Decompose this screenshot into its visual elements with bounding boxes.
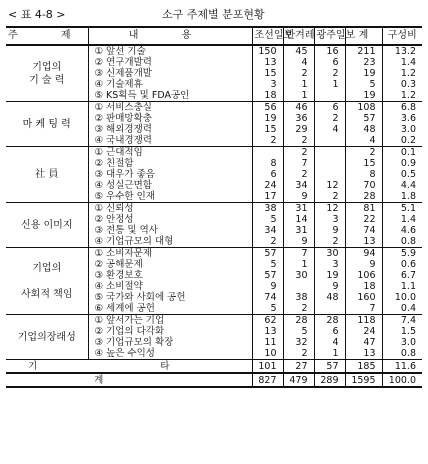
value-cell: 0.4 <box>382 303 422 315</box>
value-cell: 100.0 <box>382 373 422 387</box>
value-cell <box>314 90 345 102</box>
value-cell <box>314 303 345 315</box>
item-cell: ② 안정성 <box>88 214 252 225</box>
value-cell: 5 <box>252 259 283 270</box>
value-cell: 56 <box>252 102 283 114</box>
value-cell: 1.4 <box>382 57 422 68</box>
value-cell <box>252 147 283 159</box>
value-cell: 19 <box>345 90 382 102</box>
value-cell: 22 <box>345 214 382 225</box>
header-cell: 한겨레 <box>283 27 314 45</box>
value-cell: 2 <box>283 147 314 159</box>
value-cell: 15 <box>252 68 283 79</box>
value-cell: 0.6 <box>382 259 422 270</box>
value-cell: 74 <box>252 292 283 303</box>
value-cell: 6 <box>314 102 345 114</box>
value-cell <box>283 281 314 292</box>
value-cell: 6.8 <box>382 102 422 114</box>
value-cell: 185 <box>345 360 382 374</box>
item-cell: ② 연구개발력 <box>88 57 252 68</box>
value-cell: 6.7 <box>382 270 422 281</box>
value-cell: 9 <box>314 281 345 292</box>
value-cell: 28 <box>345 191 382 203</box>
value-cell: 0.3 <box>382 79 422 90</box>
value-cell: 0.8 <box>382 236 422 248</box>
value-cell: 9 <box>283 236 314 248</box>
value-cell: 48 <box>345 124 382 135</box>
table-row <box>6 315 422 327</box>
value-cell: 19 <box>345 68 382 79</box>
total-row <box>6 373 422 387</box>
value-cell: 0.8 <box>382 348 422 360</box>
value-cell: 31 <box>283 203 314 215</box>
value-cell: 827 <box>252 373 283 387</box>
category-cell: 기업의 사회적 책임 <box>6 248 88 315</box>
value-cell: 11.6 <box>382 360 422 374</box>
value-cell: 1.4 <box>382 214 422 225</box>
value-cell: 2 <box>314 191 345 203</box>
value-cell: 0.9 <box>382 158 422 169</box>
table-label: < 표 4-8 > <box>8 8 66 21</box>
value-cell: 10 <box>252 348 283 360</box>
item-cell: ④ 국내경쟁력 <box>88 135 252 147</box>
item-cell: ② 기업의 다각화 <box>88 326 252 337</box>
value-cell: 15 <box>252 124 283 135</box>
item-cell: ① 근대적임 <box>88 147 252 159</box>
value-cell: 7 <box>283 158 314 169</box>
value-cell: 2 <box>283 303 314 315</box>
value-cell: 6 <box>314 326 345 337</box>
header-cell: 조선일보 <box>252 27 283 45</box>
value-cell: 30 <box>283 270 314 281</box>
value-cell: 10.0 <box>382 292 422 303</box>
item-cell: ③ 신제품개발 <box>88 68 252 79</box>
category-cell: 기업의 기 술 력 <box>6 45 88 102</box>
item-cell: ③ 환경보호 <box>88 270 252 281</box>
value-cell: 27 <box>283 360 314 374</box>
other-row-label: 기 타 <box>6 360 252 374</box>
value-cell: 0.1 <box>382 147 422 159</box>
value-cell <box>314 147 345 159</box>
table-row <box>6 203 422 215</box>
value-cell: 13 <box>252 57 283 68</box>
table-row <box>6 147 422 159</box>
category-cell: 마 케 팅 력 <box>6 102 88 147</box>
value-cell: 9 <box>314 225 345 236</box>
item-cell: ④ 성실근면함 <box>88 180 252 191</box>
header-cell: 주 제 <box>6 27 88 45</box>
item-cell: ② 판매망확충 <box>88 113 252 124</box>
value-cell: 6 <box>314 57 345 68</box>
table-row <box>6 102 422 114</box>
value-cell: 9 <box>345 259 382 270</box>
value-cell: 5 <box>345 79 382 90</box>
value-cell: 3 <box>314 214 345 225</box>
value-cell: 11 <box>252 337 283 348</box>
value-cell: 23 <box>345 57 382 68</box>
value-cell: 5 <box>252 214 283 225</box>
item-cell: ② 공해문제 <box>88 259 252 270</box>
value-cell: 0.5 <box>382 169 422 180</box>
value-cell: 34 <box>252 225 283 236</box>
value-cell: 13 <box>345 236 382 248</box>
value-cell: 18 <box>252 90 283 102</box>
value-cell: 13 <box>345 348 382 360</box>
value-cell: 8 <box>345 169 382 180</box>
category-cell: 社 員 <box>6 147 88 203</box>
value-cell: 46 <box>283 102 314 114</box>
value-cell: 6 <box>252 169 283 180</box>
value-cell: 7 <box>345 303 382 315</box>
value-cell: 4 <box>314 337 345 348</box>
item-cell: ③ 기업규모의 확장 <box>88 337 252 348</box>
value-cell: 2 <box>283 68 314 79</box>
value-cell: 3.0 <box>382 337 422 348</box>
value-cell: 160 <box>345 292 382 303</box>
value-cell: 57 <box>252 270 283 281</box>
category-cell: 기업의장래성 <box>6 315 88 360</box>
value-cell <box>314 158 345 169</box>
value-cell: 106 <box>345 270 382 281</box>
item-cell: ① 서비스충실 <box>88 102 252 114</box>
value-cell: 9 <box>252 281 283 292</box>
header-cell: 내 용 <box>88 27 252 45</box>
value-cell: 2 <box>283 169 314 180</box>
item-cell: ⑥ 세계에 공헌 <box>88 303 252 315</box>
value-cell: 2 <box>345 147 382 159</box>
value-cell: 13.2 <box>382 45 422 57</box>
value-cell: 30 <box>314 248 345 260</box>
item-cell: ④ 높은 수익성 <box>88 348 252 360</box>
value-cell: 2 <box>314 236 345 248</box>
value-cell: 38 <box>283 292 314 303</box>
item-cell: ③ 전통 및 역사 <box>88 225 252 236</box>
table-row <box>6 45 422 57</box>
value-cell: 38 <box>252 203 283 215</box>
value-cell: 5 <box>283 326 314 337</box>
value-cell: 3.0 <box>382 124 422 135</box>
item-cell: ⑤ KS획득 및 FDA공인 <box>88 90 252 102</box>
value-cell <box>314 135 345 147</box>
value-cell: 1.8 <box>382 191 422 203</box>
value-cell: 4.6 <box>382 225 422 236</box>
value-cell: 28 <box>314 315 345 327</box>
value-cell: 17 <box>252 191 283 203</box>
value-cell: 57 <box>345 113 382 124</box>
value-cell: 2 <box>314 113 345 124</box>
value-cell: 118 <box>345 315 382 327</box>
value-cell: 5 <box>252 303 283 315</box>
value-cell: 12 <box>314 203 345 215</box>
item-cell: ③ 대우가 좋음 <box>88 169 252 180</box>
item-cell: ⑤ 국가와 사회에 공헌 <box>88 292 252 303</box>
value-cell: 19 <box>314 270 345 281</box>
value-cell: 2 <box>252 236 283 248</box>
value-cell: 29 <box>283 124 314 135</box>
value-cell: 1 <box>314 348 345 360</box>
value-cell: 2 <box>283 135 314 147</box>
value-cell: 13 <box>252 326 283 337</box>
item-cell: ⑤ 우수한 인재 <box>88 191 252 203</box>
category-cell: 신용 이미지 <box>6 203 88 248</box>
item-cell: ④ 소비절약 <box>88 281 252 292</box>
value-cell: 108 <box>345 102 382 114</box>
value-cell: 47 <box>345 337 382 348</box>
value-cell: 24 <box>252 180 283 191</box>
value-cell: 5.1 <box>382 203 422 215</box>
table-row <box>6 248 422 260</box>
value-cell: 1 <box>283 259 314 270</box>
value-cell: 28 <box>283 315 314 327</box>
value-cell: 57 <box>252 248 283 260</box>
header-cell: 구성비 <box>382 27 422 45</box>
value-cell: 7 <box>283 248 314 260</box>
value-cell: 3 <box>314 259 345 270</box>
item-cell: ④ 기술제휴 <box>88 79 252 90</box>
item-cell: ① 앞선 기술 <box>88 45 252 57</box>
item-cell: ① 신뢰성 <box>88 203 252 215</box>
value-cell: 14 <box>283 214 314 225</box>
value-cell: 479 <box>283 373 314 387</box>
value-cell: 94 <box>345 248 382 260</box>
total-row-label: 계 <box>6 373 252 387</box>
value-cell: 289 <box>314 373 345 387</box>
value-cell: 5.9 <box>382 248 422 260</box>
value-cell: 1 <box>283 79 314 90</box>
value-cell: 2 <box>283 348 314 360</box>
value-cell: 1.2 <box>382 68 422 79</box>
value-cell <box>314 169 345 180</box>
value-cell: 1 <box>283 90 314 102</box>
header-row <box>6 27 422 45</box>
item-cell: ③ 해외경쟁력 <box>88 124 252 135</box>
value-cell: 3.6 <box>382 113 422 124</box>
other-row <box>6 360 422 374</box>
value-cell: 4 <box>283 57 314 68</box>
value-cell: 16 <box>314 45 345 57</box>
value-cell: 32 <box>283 337 314 348</box>
value-cell: 3 <box>252 79 283 90</box>
value-cell: 19 <box>252 113 283 124</box>
value-cell: 4 <box>314 124 345 135</box>
value-cell: 81 <box>345 203 382 215</box>
value-cell: 34 <box>283 180 314 191</box>
value-cell: 7.4 <box>382 315 422 327</box>
value-cell: 48 <box>314 292 345 303</box>
value-cell: 8 <box>252 158 283 169</box>
value-cell: 1.1 <box>382 281 422 292</box>
value-cell: 2 <box>252 135 283 147</box>
item-cell: ① 소비자문제 <box>88 248 252 260</box>
value-cell: 1.2 <box>382 90 422 102</box>
item-cell: ① 앞서가는 기업 <box>88 315 252 327</box>
value-cell: 24 <box>345 326 382 337</box>
value-cell: 211 <box>345 45 382 57</box>
value-cell: 36 <box>283 113 314 124</box>
header-cell: 계 <box>345 27 382 45</box>
table-title: 소구 주제별 분포현황 <box>162 8 265 21</box>
value-cell: 18 <box>345 281 382 292</box>
value-cell: 70 <box>345 180 382 191</box>
value-cell: 1.5 <box>382 326 422 337</box>
value-cell: 45 <box>283 45 314 57</box>
value-cell: 31 <box>283 225 314 236</box>
value-cell: 12 <box>314 180 345 191</box>
item-cell: ④ 기업규모의 대형 <box>88 236 252 248</box>
item-cell: ② 친절함 <box>88 158 252 169</box>
value-cell: 2 <box>314 68 345 79</box>
value-cell: 9 <box>283 191 314 203</box>
value-cell: 57 <box>314 360 345 374</box>
value-cell: 15 <box>345 158 382 169</box>
value-cell: 74 <box>345 225 382 236</box>
value-cell: 150 <box>252 45 283 57</box>
header-cell: 광주일보 <box>314 27 345 45</box>
value-cell: 4.4 <box>382 180 422 191</box>
value-cell: 1 <box>314 79 345 90</box>
value-cell: 4 <box>345 135 382 147</box>
distribution-table <box>6 26 422 388</box>
value-cell: 101 <box>252 360 283 374</box>
value-cell: 1595 <box>345 373 382 387</box>
value-cell: 62 <box>252 315 283 327</box>
value-cell: 0.2 <box>382 135 422 147</box>
